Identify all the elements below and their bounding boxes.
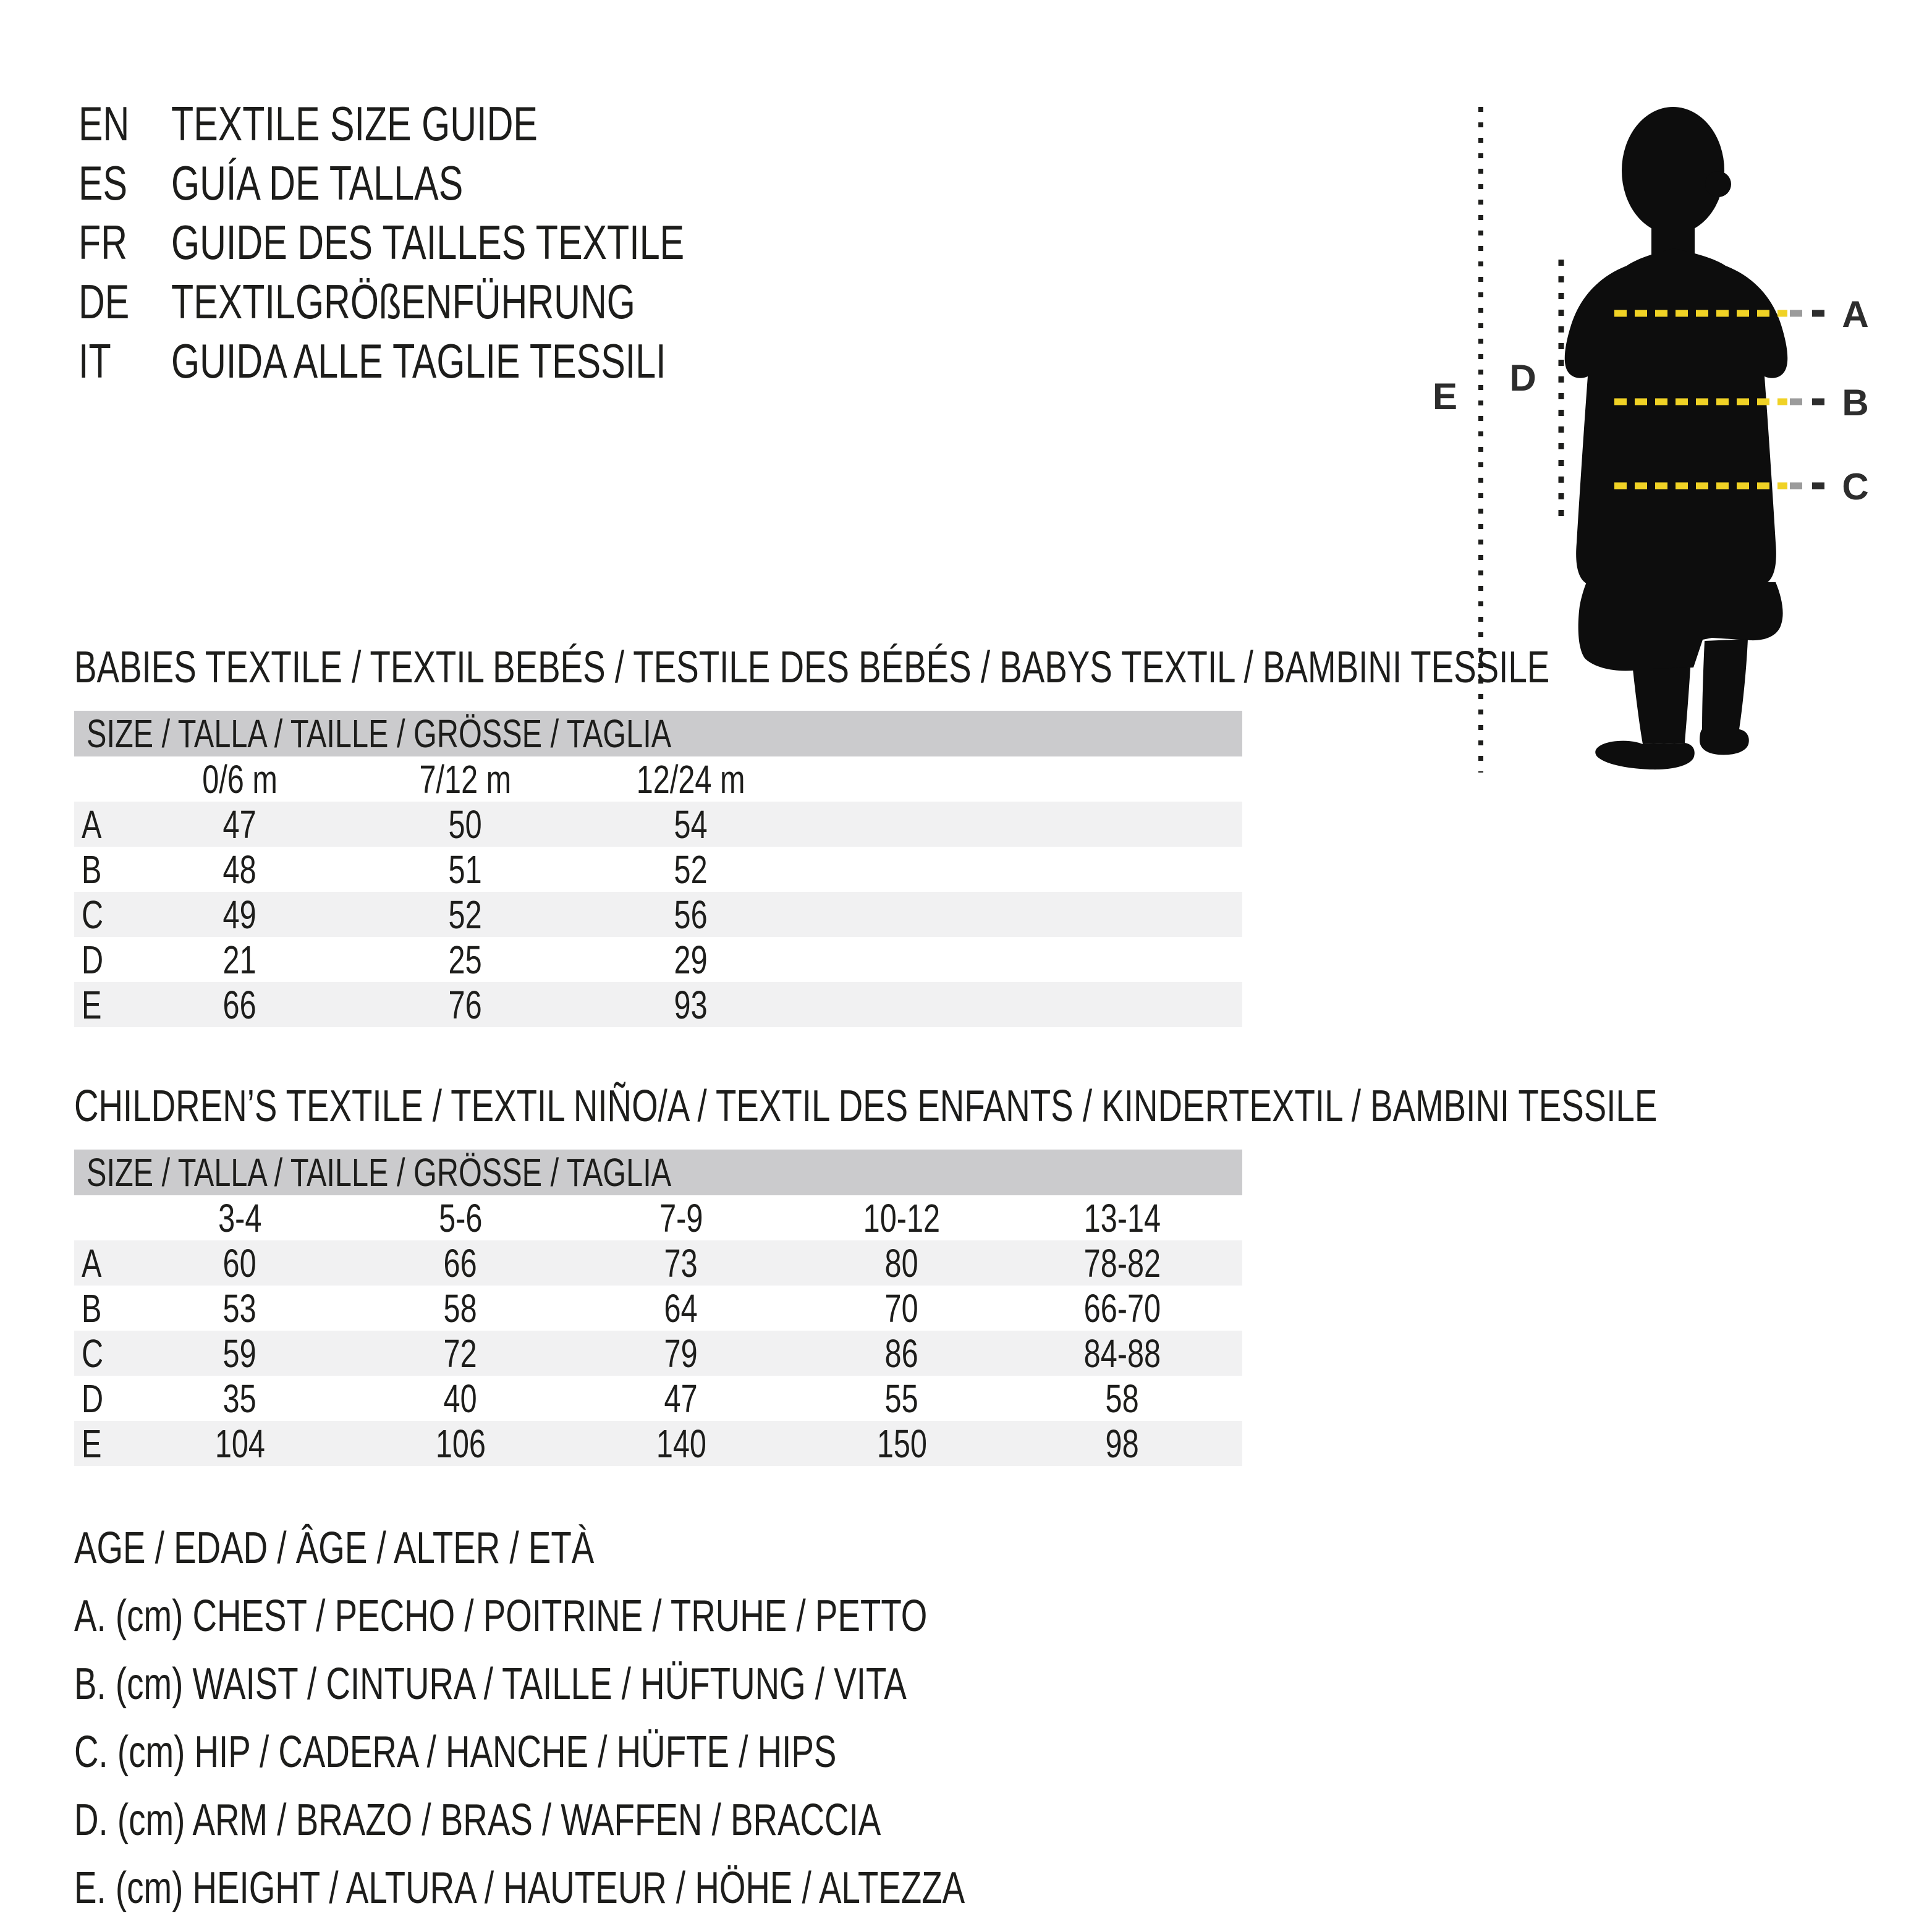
babies-col-7-12m: 7/12 m	[419, 756, 512, 802]
children-b-3-4: 53	[222, 1286, 257, 1331]
children-c-3-4: 59	[222, 1331, 257, 1376]
babies-a-0-6m: 47	[222, 802, 257, 847]
title-fr: GUIDE DES TAILLES TEXTILE	[171, 214, 685, 269]
babies-section-heading	[74, 638, 1932, 697]
children-row-c-label: C	[82, 1331, 104, 1376]
children-b-7-9: 64	[664, 1286, 698, 1331]
babies-row-a-label: A	[82, 802, 102, 847]
children-c-5-6: 72	[443, 1331, 478, 1376]
title-de: TEXTILGRÖßENFÜHRUNG	[171, 274, 635, 329]
babies-e-0-6m: 66	[222, 982, 257, 1027]
legend-waist	[74, 1650, 1246, 1718]
children-e-3-4: 104	[214, 1421, 265, 1466]
legend-arm	[74, 1786, 1246, 1854]
lang-row-en	[78, 94, 846, 153]
babies-d-0-6m: 21	[222, 937, 257, 982]
children-size-header-bar	[74, 1150, 1242, 1195]
babies-size-header-text: SIZE / TALLA / TAILLE / GRÖSSE / TAGLIA	[87, 711, 672, 756]
legend-height	[74, 1854, 1246, 1922]
babies-row-c	[74, 892, 1242, 937]
title-en: TEXTILE SIZE GUIDE	[171, 96, 538, 151]
lang-row-fr	[78, 213, 846, 272]
legend-waist-text: B. (cm) WAIST / CINTURA / TAILLE / HÜFTUNG / VITA	[74, 1659, 907, 1709]
children-c-13-14: 84-88	[1083, 1331, 1161, 1376]
lang-row-it	[78, 331, 846, 391]
diagram-label-e: E	[1432, 376, 1458, 417]
title-es: GUÍA DE TALLAS	[171, 155, 464, 210]
babies-row-a	[74, 802, 1242, 847]
title-it: GUIDA ALLE TAGLIE TESSILI	[171, 333, 666, 388]
children-row-d	[74, 1376, 1242, 1421]
children-d-5-6: 40	[443, 1376, 478, 1421]
children-row-e	[74, 1421, 1242, 1466]
babies-size-header-bar	[74, 711, 1242, 756]
children-a-10-12: 80	[884, 1240, 919, 1286]
children-heading-text: CHILDREN’S TEXTILE / TEXTIL NIÑO/A / TEXTIL DES ENFANTS / KINDERTEXTIL / BAMBINI TESSILE	[74, 1082, 1658, 1131]
child-measurement-diagram	[1409, 49, 1932, 822]
diagram-label-d: D	[1509, 357, 1536, 399]
babies-e-7-12m: 76	[448, 982, 483, 1027]
children-d-3-4: 35	[222, 1376, 257, 1421]
children-row-b	[74, 1286, 1242, 1331]
children-a-13-14: 78-82	[1083, 1240, 1161, 1286]
children-row-b-label: B	[82, 1286, 102, 1331]
babies-c-7-12m: 52	[448, 892, 483, 937]
lang-code-de: DE	[78, 274, 130, 329]
lang-row-es	[78, 153, 846, 213]
babies-a-7-12m: 50	[448, 802, 483, 847]
babies-row-d-label: D	[82, 937, 104, 982]
lang-row-de	[78, 272, 846, 331]
babies-b-12-24m: 52	[674, 847, 708, 892]
babies-heading-text: BABIES TEXTILE / TEXTIL BEBÉS / TESTILE DES BÉBÉS / BABYS TEXTIL / BAMBINI TESSILE	[74, 643, 1550, 692]
babies-e-12-24m: 93	[674, 982, 708, 1027]
children-a-5-6: 66	[443, 1240, 478, 1286]
legend-hip	[74, 1718, 1246, 1786]
legend-hip-text: C. (cm) HIP / CADERA / HANCHE / HÜFTE / HIPS	[74, 1727, 837, 1777]
children-col-13-14: 13-14	[1083, 1195, 1161, 1240]
babies-row-e-label: E	[82, 982, 102, 1027]
legend-chest-text: A. (cm) CHEST / PECHO / POITRINE / TRUHE / PETTO	[74, 1591, 928, 1641]
babies-d-12-24m: 29	[674, 937, 708, 982]
children-e-10-12: 150	[876, 1421, 927, 1466]
children-d-10-12: 55	[884, 1376, 919, 1421]
legend-arm-text: D. (cm) ARM / BRAZO / BRAS / WAFFEN / BRACCIA	[74, 1795, 881, 1845]
lang-code-en: EN	[78, 96, 130, 151]
children-row-a-label: A	[82, 1240, 102, 1286]
children-row-d-label: D	[82, 1376, 104, 1421]
children-col-5-6: 5-6	[438, 1195, 483, 1240]
babies-c-0-6m: 49	[222, 892, 257, 937]
babies-col-12-24m: 12/24 m	[637, 756, 745, 802]
legend-age	[74, 1514, 1246, 1582]
diagram-label-b: B	[1842, 382, 1869, 423]
lang-code-it: IT	[78, 333, 111, 388]
babies-column-header-row	[74, 756, 1242, 802]
children-e-13-14: 98	[1105, 1421, 1140, 1466]
legend-chest	[74, 1582, 1246, 1650]
babies-a-12-24m: 54	[674, 802, 708, 847]
legend-height-text: E. (cm) HEIGHT / ALTURA / HAUTEUR / HÖHE / ALTEZZA	[74, 1863, 965, 1913]
babies-b-0-6m: 48	[222, 847, 257, 892]
children-c-10-12: 86	[884, 1331, 919, 1376]
children-a-3-4: 60	[222, 1240, 257, 1286]
babies-row-b-label: B	[82, 847, 102, 892]
babies-col-0-6m: 0/6 m	[202, 756, 278, 802]
children-d-7-9: 47	[664, 1376, 698, 1421]
children-e-5-6: 106	[435, 1421, 486, 1466]
children-c-7-9: 79	[664, 1331, 698, 1376]
babies-row-e	[74, 982, 1242, 1027]
babies-row-d	[74, 937, 1242, 982]
diagram-label-c: C	[1842, 466, 1869, 507]
lang-code-fr: FR	[78, 214, 128, 269]
children-b-5-6: 58	[443, 1286, 478, 1331]
children-e-7-9: 140	[656, 1421, 706, 1466]
children-b-13-14: 66-70	[1083, 1286, 1161, 1331]
children-d-13-14: 58	[1105, 1376, 1140, 1421]
children-column-header-row	[74, 1195, 1242, 1240]
measurement-legend	[74, 1514, 1246, 1922]
babies-row-b	[74, 847, 1242, 892]
diagram-label-a: A	[1842, 294, 1869, 335]
children-row-a	[74, 1240, 1242, 1286]
language-title-block	[78, 94, 846, 391]
children-col-7-9: 7-9	[659, 1195, 703, 1240]
children-col-10-12: 10-12	[863, 1195, 941, 1240]
children-b-10-12: 70	[884, 1286, 919, 1331]
lang-code-es: ES	[78, 155, 128, 210]
children-size-header-text: SIZE / TALLA / TAILLE / GRÖSSE / TAGLIA	[87, 1150, 672, 1195]
children-col-3-4: 3-4	[218, 1195, 262, 1240]
babies-b-7-12m: 51	[448, 847, 483, 892]
children-a-7-9: 73	[664, 1240, 698, 1286]
children-row-e-label: E	[82, 1421, 102, 1466]
babies-c-12-24m: 56	[674, 892, 708, 937]
babies-row-c-label: C	[82, 892, 104, 937]
children-section-heading	[74, 1077, 1932, 1136]
babies-d-7-12m: 25	[448, 937, 483, 982]
children-row-c	[74, 1331, 1242, 1376]
legend-age-text: AGE / EDAD / ÂGE / ALTER / ETÀ	[74, 1523, 595, 1573]
